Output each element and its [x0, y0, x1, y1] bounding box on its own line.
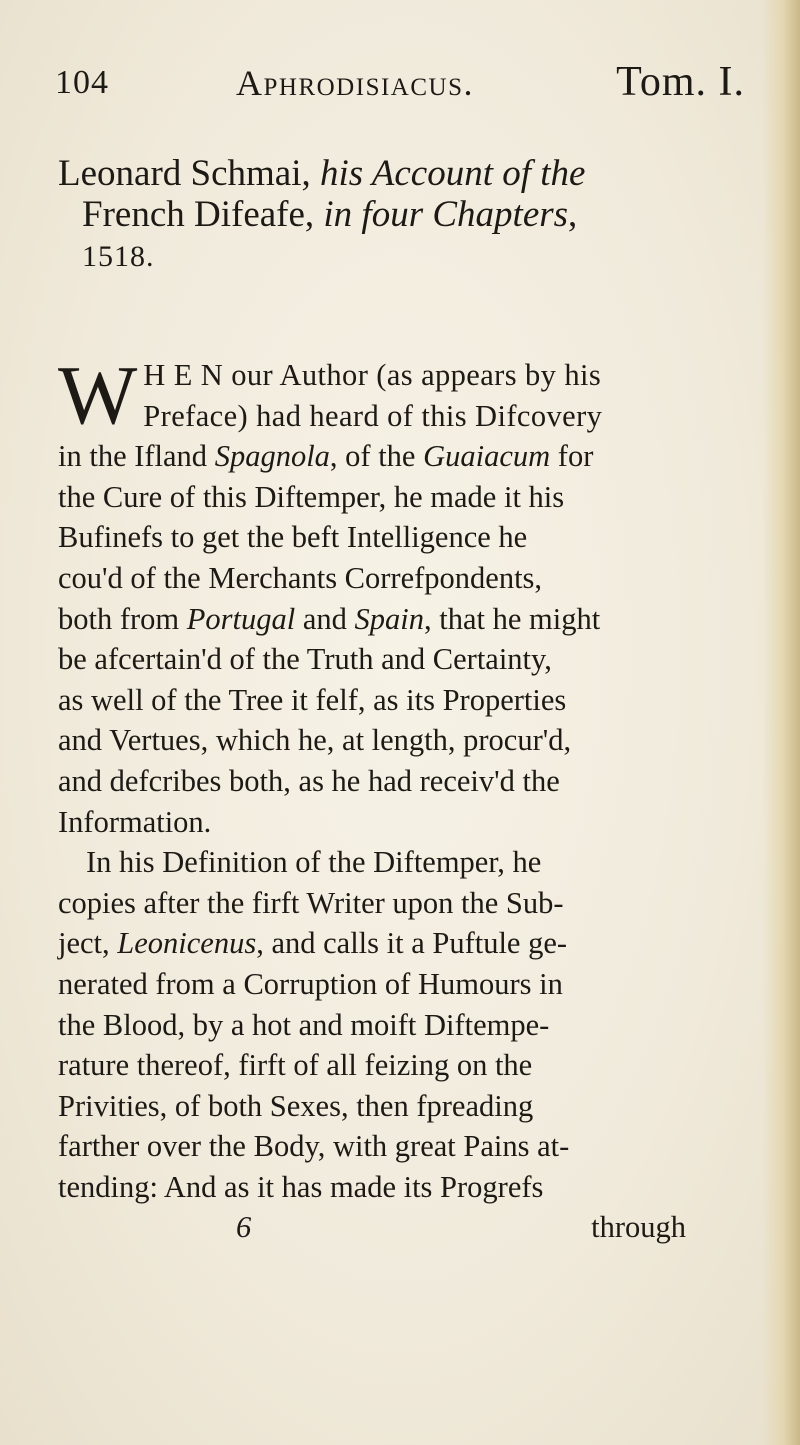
running-title: Aphrodisiacus. [236, 63, 474, 103]
italic-term: Guaiacum [423, 439, 551, 474]
page-footer [58, 1207, 738, 1248]
heading-author: Leonard Schmai, [58, 153, 320, 194]
text-line: In his Definition of the Diftemper, he [86, 845, 542, 880]
text-line: farther over the Body, with great Pains at- [58, 1129, 570, 1164]
text-line [58, 436, 738, 477]
text-line: nerated from a Corruption of Humours in [58, 966, 563, 1001]
text-line: H E N our Author (as appears by his [143, 358, 602, 392]
text-line [58, 923, 738, 964]
text-line: and Vertues, which he, at length, procur'd, [58, 723, 572, 758]
text-span: both from [58, 601, 187, 636]
text-line: Privities, of both Sexes, then fpreading [58, 1088, 534, 1123]
page-number: 104 [55, 64, 109, 101]
running-head [55, 58, 745, 108]
text-line: Preface) had heard of this Difcovery [143, 398, 603, 433]
heading-comma: , [568, 193, 578, 235]
text-line: the Blood, by a hot and moift Diftempe- [58, 1007, 550, 1042]
catchword: through [591, 1210, 686, 1245]
volume-label: Tom. I. [616, 59, 745, 105]
text-span: , that he might [424, 601, 601, 636]
text-line: Bufinefs to get the beft Intelligence he [58, 520, 528, 555]
text-span: , and calls it a Puftule ge- [256, 926, 568, 961]
heading-line-2 [58, 191, 748, 235]
text-line: as well of the Tree it felf, as its Properties [58, 682, 567, 717]
text-span: in the Ifland [58, 439, 215, 474]
text-line: the Cure of this Diftemper, he made it his [58, 479, 565, 514]
text-line: and defcribes both, as he had receiv'd the [58, 763, 560, 798]
text-line: Information. [58, 804, 212, 839]
heading-italic-2: in four Chapters [323, 193, 569, 235]
signature-mark: 6 [236, 1210, 252, 1245]
text-line [58, 599, 738, 640]
heading-line-3 [58, 231, 748, 272]
italic-place: Spagnola [214, 439, 330, 474]
italic-name: Leonicenus [117, 926, 257, 961]
body-text [58, 349, 738, 1248]
page-edge-shadow [762, 0, 800, 1445]
drop-cap: W [58, 349, 138, 442]
text-line: be afcertain'd of the Truth and Certainty, [58, 642, 552, 677]
text-span: and [295, 601, 355, 636]
heading-italic: his Account of the [320, 153, 586, 194]
italic-place: Portugal [186, 601, 296, 636]
text-span: ject, [58, 926, 118, 961]
text-span: , of the [329, 439, 424, 474]
text-line: tending: And as it has made its Progrefs [58, 1169, 544, 1204]
italic-place: Spain [354, 601, 424, 636]
text-line: cou'd of the Merchants Correfpondents, [58, 560, 543, 595]
text-line: copies after the firft Writer upon the Sub- [58, 885, 564, 920]
text-span: for [550, 439, 594, 474]
text-line: rature thereof, firft of all feizing on the [58, 1048, 533, 1083]
section-heading [58, 150, 748, 272]
heading-line-1 [58, 150, 748, 194]
heading-year: 1518. [82, 240, 155, 274]
heading-subject: French Difeafe, [82, 193, 324, 235]
